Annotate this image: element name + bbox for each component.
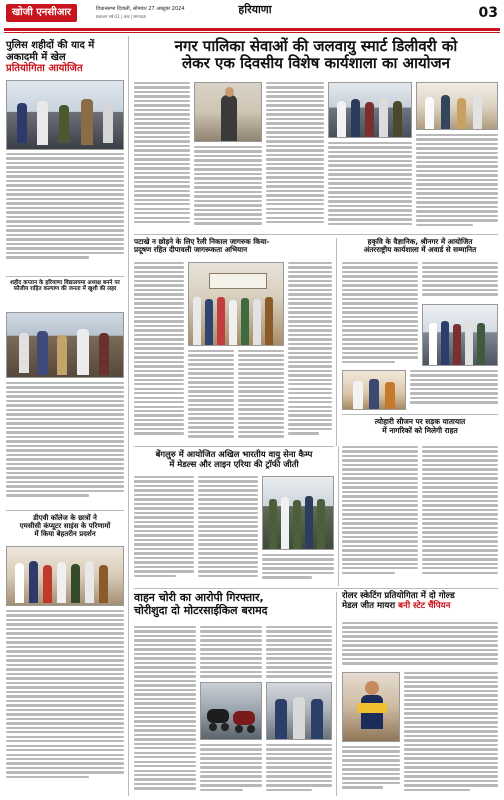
municipal-headline-line2: लेकर एक दिवसीय विशेष कार्यशाला का आयोजन (181, 54, 450, 73)
theft-text-col2 (200, 626, 262, 680)
municipal-text-col1 (134, 82, 190, 230)
awareness-headline-line2: प्रदूषण रहित दीपावली जागरूकता अभियान (134, 245, 248, 255)
theft-text-col4 (266, 626, 332, 680)
municipal-text-col2 (194, 146, 262, 230)
divider (134, 234, 498, 235)
skating-headline-line1: रोलर स्केटिंग प्रतियोगिता में दो गोल्ड (342, 591, 455, 601)
skating-headline-line2 (342, 602, 498, 612)
college-headline-line3: में किया बेहतरीन प्रदर्शन (34, 530, 96, 539)
traffic-headline (342, 418, 498, 435)
college-headline-line1: डीएवी कॉलेज के छात्रों ने (33, 514, 97, 522)
skating-text-col2 (404, 672, 498, 794)
municipal-photo-right (416, 82, 498, 130)
traffic-text-col2 (422, 446, 498, 580)
army-headline (134, 450, 334, 469)
awareness-photo (188, 262, 284, 346)
masthead (0, 0, 504, 40)
skating-photo-girl (342, 672, 400, 742)
police-story-text (6, 153, 124, 273)
agri-text-col2 (422, 262, 498, 302)
skating-text-col1 (342, 746, 400, 794)
awareness-text-col1 (134, 262, 184, 442)
column-divider (336, 592, 337, 796)
college-headline (6, 514, 124, 538)
theft-text-col3 (200, 744, 262, 794)
sub-line: प्रकाशन वर्ष 01 | अंक | सम्पादक (96, 14, 146, 19)
divider (6, 510, 124, 511)
page-number: 03 (478, 5, 498, 21)
traffic-headline-line2: में नागरिकों को मिलेगी राहत (382, 425, 458, 435)
traffic-text-col1 (342, 446, 418, 580)
army-text-col2 (198, 476, 258, 580)
agri-text-col3 (410, 370, 498, 410)
header-rule (4, 28, 500, 31)
army-photo (262, 476, 334, 550)
agri-headline (342, 238, 498, 255)
municipal-text-col4 (328, 142, 412, 230)
awareness-text-col2 (188, 350, 234, 442)
section-title: हरियाणा (238, 3, 272, 16)
skating-headline-red: बनी स्टेट चैंपियन (398, 600, 451, 611)
agri-photo-award (342, 370, 406, 410)
awareness-text-col3 (238, 350, 284, 442)
army-headline-line1: बेंगलुरु में आयोजित अखिल भारतीय वायु सेना कैम्प (155, 449, 313, 459)
theft-photo-bikes (200, 682, 262, 740)
divider (6, 276, 124, 277)
traffic-headline-line1: त्योहारी सीजन पर सड़क यातायात (374, 417, 466, 426)
theft-headline-line2: चोरीशुदा दो मोटरसाईकिल बरामद (134, 603, 268, 617)
skating-headline (342, 592, 498, 612)
column-divider (128, 36, 129, 796)
theft-headline-line1: वाहन चोरी का आरोपी गिरफ्तार, (134, 591, 264, 604)
agri-headline-line1: हकृवि के वैज्ञानिक, श्रीनगर में आयोजित (367, 237, 473, 246)
municipal-photo-group (328, 82, 412, 138)
police-headline-line3: प्रतियोगिता आयोजित (6, 63, 83, 74)
theft-text-col1 (134, 626, 196, 794)
army-headline-line2: में मेडल्स और लाइन एरिया की ट्रॉफी जीती (169, 458, 299, 469)
college-photo (6, 546, 124, 606)
awareness-text-col4 (288, 262, 332, 442)
school-story-text (6, 382, 124, 506)
theft-photo-accused (266, 682, 332, 740)
theft-headline (134, 592, 330, 617)
agri-photo (422, 304, 498, 366)
army-text-col1 (134, 476, 194, 580)
awareness-headline-line1: पटाखे न छोड़ने के लिए रैली निकाल जागरुक किया- (134, 237, 270, 246)
army-text-col3 (262, 554, 334, 584)
municipal-headline (134, 38, 498, 73)
police-headline (6, 40, 124, 75)
police-headline-line2: अकादमी में खेल (6, 51, 66, 63)
police-headline-line1: पुलिस शहीदों की याद में (6, 40, 95, 51)
divider (134, 588, 498, 589)
municipal-headline-line1: नगर पालिका सेवाओं की जलवायु स्मार्ट डिलीवरी को (174, 37, 458, 55)
skating-headline-black: मेडल जीत मायरा (342, 600, 396, 611)
municipal-photo-speaker (194, 82, 262, 142)
divider (342, 414, 498, 415)
college-story-text (6, 610, 124, 794)
theft-text-col5 (266, 744, 332, 794)
skating-text-intro (342, 622, 498, 670)
date-line: विधानसभा दिवाली, सोमवार 27 अक्टूबर 2024 (96, 6, 185, 12)
municipal-text-col3 (266, 82, 324, 230)
header-thin-rule (4, 32, 500, 33)
municipal-text-col5 (416, 134, 498, 230)
police-photo (6, 80, 124, 150)
school-photo (6, 312, 124, 378)
column-divider (338, 446, 339, 586)
college-headline-line2: एमसीसी कंप्यूटर साइंस के परिणामों (19, 522, 111, 531)
awareness-headline (134, 238, 332, 255)
divider (134, 446, 334, 447)
school-headline: शहीद कप्तान के हरियाणा विद्यालयमा अध्यक्ष बनने पर फौजीय राहित कल्याण की जनता में खुशी की लहर (10, 280, 120, 293)
agri-text-col1 (342, 262, 418, 366)
column-divider (336, 238, 337, 446)
agri-headline-line2: अंतरराष्ट्रीय कार्यशाला में अवार्ड से सम्मानित (363, 245, 477, 255)
masthead-logo: खोजी एनसीआर (6, 4, 77, 22)
